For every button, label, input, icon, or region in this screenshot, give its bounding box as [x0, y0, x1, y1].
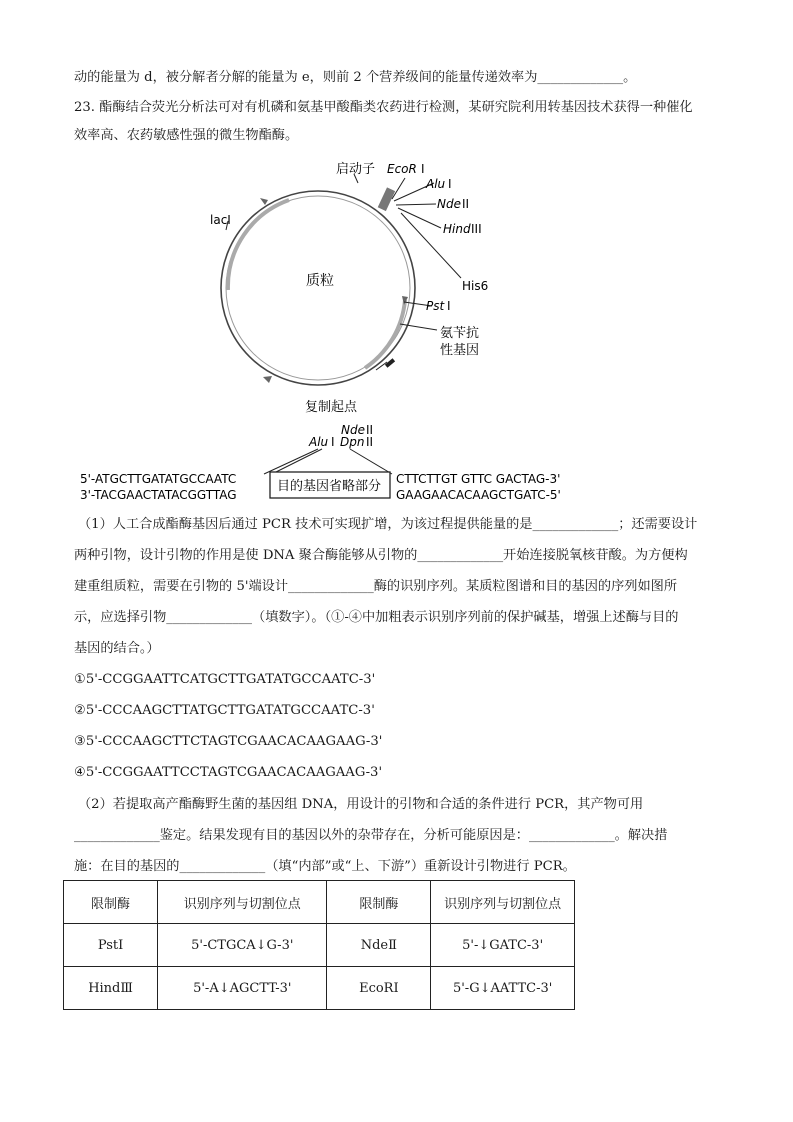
primer-option-1: ①5'-CCGGAATTCATGCTTGATATGCCAATC-3': [74, 672, 376, 687]
target-gene-box: 目的基因省略部分: [277, 479, 382, 494]
promoter-label: 启动子: [336, 162, 376, 177]
ori-label: 复制起点: [305, 400, 358, 415]
seq-bottom-left: 3'-TACGAACTATACGGTTAG: [80, 488, 237, 502]
part1-line5: 基因的结合。）: [74, 641, 160, 656]
part2-line3: 施：在目的基因的_____________（填“内部”或“上、下游”）重新设计引物进行 PCR。: [74, 859, 576, 874]
table-cell: 5'-A↓AGCTT-3': [158, 967, 327, 1010]
table-cell: NdeⅡ: [327, 924, 431, 967]
table-row: [64, 924, 575, 967]
table-cell: PstⅠ: [64, 924, 158, 967]
svg-text:II: II: [462, 197, 470, 211]
hindiii-label: Hind: [443, 222, 471, 236]
part1-line4: 示，应选择引物_____________（填数字）。（①-④中加粗表示识别序列前的保护碱基，增强上述酶与目的: [74, 610, 679, 625]
part1-line2: 两种引物，设计引物的作用是使 DNA 聚合酶能够从引物的_____________开始连接脱氧核苷酸。为方便构: [74, 548, 688, 563]
part2-line1: （2）若提取高产酯酶野生菌的基因组 DNA，用设计的引物和合适的条件进行 PCR，其产物可用: [78, 797, 644, 812]
table-row: [64, 967, 575, 1010]
svg-text:III: III: [471, 222, 482, 236]
table-header-row: [64, 881, 575, 924]
seq-top-right: CTTCTTGT GTTC GACTAG-3': [396, 472, 561, 486]
primer-option-3: ③5'-CCCAAGCTTCTAGTCGAACACAAGAAG-3': [74, 734, 383, 749]
table-header: 识别序列与切割位点: [431, 881, 575, 924]
table-cell: 5'-G↓AATTC-3': [431, 967, 575, 1010]
plasmid-label: 质粒: [306, 273, 334, 289]
svg-text:I: I: [331, 435, 335, 449]
table-header: 限制酶: [64, 881, 158, 924]
table-cell: HindⅢ: [64, 967, 158, 1010]
primer-option-4: ④5'-CCGGAATTCCTAGTCGAACACAAGAAG-3': [74, 765, 383, 780]
primer-option-2: ②5'-CCCAAGCTTATGCTTGATATGCCAATC-3': [74, 703, 375, 718]
his6-label: His6: [462, 279, 489, 293]
dpn-label: Dpn: [340, 435, 365, 449]
question-23-intro-line2: 效率高、农药敏感性强的微生物酯酶。: [74, 128, 299, 143]
previous-question-tail: 动的能量为 d，被分解者分解的能量为 e，则前 2 个营养级间的能量传递效率为_____________。: [74, 70, 637, 85]
table-cell: EcoRⅠ: [327, 967, 431, 1010]
ecori-label: EcoR: [387, 162, 417, 176]
table-cell: 5'-CTGCA↓G-3': [158, 924, 327, 967]
table-header: 限制酶: [327, 881, 431, 924]
svg-text:II: II: [366, 423, 374, 437]
svg-text:II: II: [366, 435, 374, 449]
psti-label: Pst: [426, 299, 445, 313]
seq-bottom-right: GAAGAACACAAGCTGATC-5': [396, 488, 561, 502]
promoter-block: [378, 187, 395, 211]
alui-label: Alu: [426, 177, 446, 191]
table-header: 识别序列与切割位点: [158, 881, 327, 924]
restriction-enzyme-table: [63, 880, 575, 1010]
part1-line1: （1）人工合成酯酶基因后通过 PCR 技术可实现扩增，为该过程提供能量的是_____________；还需要设计: [78, 517, 698, 532]
table-cell: 5'-↓GATC-3': [431, 924, 575, 967]
nde-label: Nde: [341, 423, 365, 437]
ndeii-label: Nde: [437, 197, 461, 211]
amp-resistance-label-1: 氨苄抗: [440, 326, 480, 341]
svg-text:I: I: [421, 162, 425, 176]
svg-text:I: I: [447, 299, 451, 313]
question-23-intro-line1: 23. 酯酶结合荧光分析法可对有机磷和氨基甲酸酯类农药进行检测，某研究院利用转基因技术获得一种催化: [74, 100, 693, 115]
svg-text:I: I: [448, 177, 452, 191]
part1-line3: 建重组质粒，需要在引物的 5'端设计_____________酶的识别序列。某质粒图谱和目的基因的序列如图所: [74, 579, 678, 594]
laci-label: lacI: [210, 213, 231, 227]
gene-sequence-figure: [0, 418, 793, 506]
alu-label: Alu: [309, 435, 329, 449]
seq-top-left: 5'-ATGCTTGATATGCCAATC: [80, 472, 237, 486]
amp-resistance-label-2: 性基因: [440, 343, 480, 358]
part2-line2: _____________鉴定。结果发现有目的基因以外的杂带存在，分析可能原因是：_____________。解决措: [74, 828, 668, 843]
plasmid-map: [0, 0, 793, 420]
